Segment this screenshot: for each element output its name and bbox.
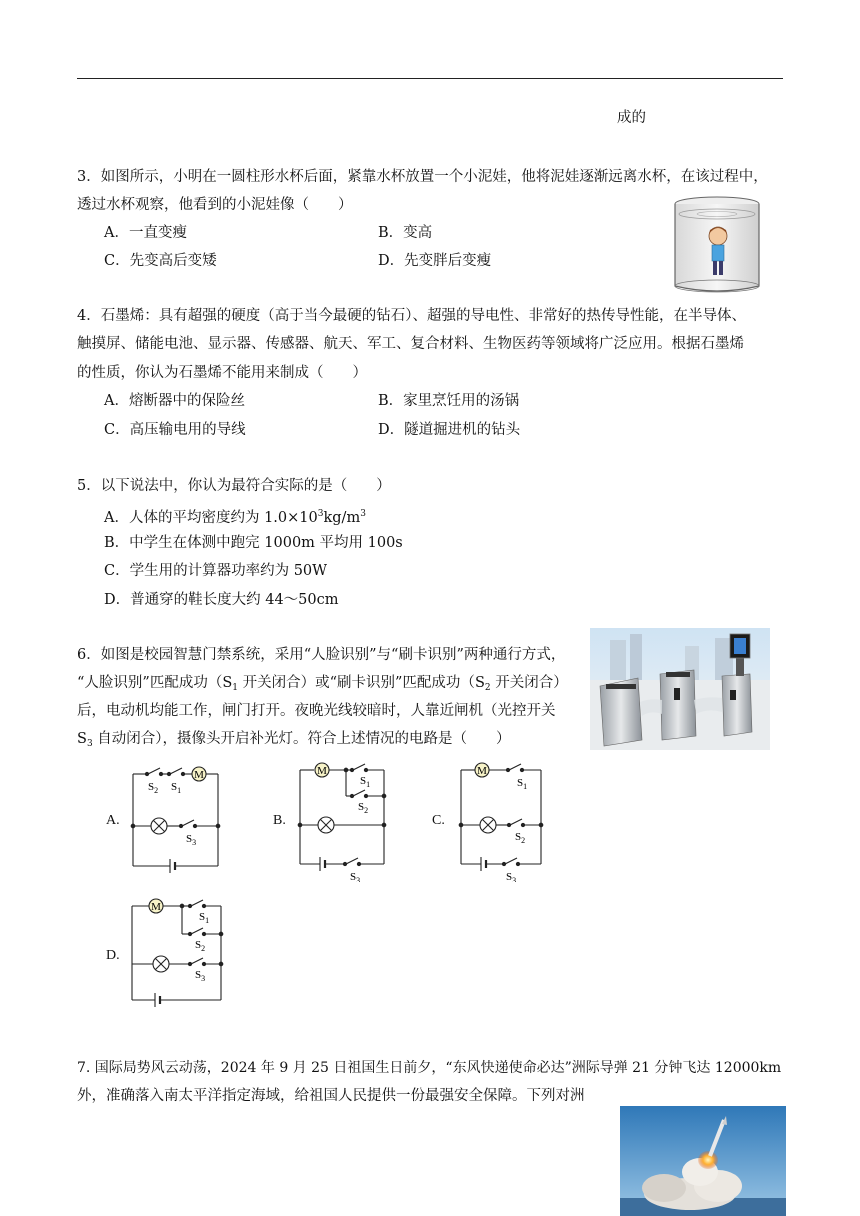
- q3-stem-line2: 透过水杯观察，他看到的小泥娃像（ ）: [77, 197, 353, 213]
- q3-option-d: D．先变胖后变瘦: [378, 253, 492, 269]
- circuit-b: [294, 758, 392, 882]
- q3-option-b: B．变高: [378, 225, 433, 241]
- svg-text:S3: $S_3$: [195, 969, 206, 983]
- q4-option-d: D．隧道掘进机的钻头: [378, 422, 521, 438]
- previous-question-fragment: 成的: [617, 110, 646, 126]
- svg-text:S3: $S_3$: [350, 871, 361, 882]
- q6-stem-line3: 后，电动机均能工作，闸门打开。夜晚光线较暗时，人靠近闸机（光控开关: [77, 703, 556, 719]
- svg-text:S2: $S_2$: [195, 939, 206, 953]
- q5-option-d: D．普通穿的鞋长度大约 44～50cm: [104, 592, 339, 608]
- q5-option-a: A．人体的平均密度约为 $1.0\times 10^3kg/m^3$: [104, 509, 366, 526]
- circuit-c-label: C.: [432, 813, 445, 828]
- q4-option-a: A．熔断器中的保险丝: [104, 393, 245, 409]
- circuit-c: [455, 758, 547, 882]
- svg-text:S3: $S_3$: [506, 871, 517, 882]
- svg-text:S3: $S_3$: [186, 833, 197, 847]
- missile-launch-photo: [620, 1106, 786, 1216]
- q6-stem-line2: “人脸识别”匹配成功（$S_1$ 开关闭合）或“刷卡识别”匹配成功（$S_2$ 开关闭合）: [77, 675, 568, 693]
- svg-text:S1: $S_1$: [360, 775, 371, 789]
- svg-text:M: M: [477, 765, 487, 777]
- water-cup-doll-figure: [665, 192, 775, 294]
- q4-option-b: B．家里烹饪用的汤锅: [378, 393, 520, 409]
- svg-text:M: M: [317, 765, 327, 777]
- svg-text:M: M: [194, 769, 204, 781]
- svg-text:S2: $S_2$: [515, 831, 526, 845]
- circuit-a: [128, 762, 224, 874]
- q3-stem-line1: 3．如图所示，小明在一圆柱形水杯后面，紧靠水杯放置一个小泥娃，他将泥娃逐渐远离水杯，在该过程中，: [77, 169, 768, 185]
- q4-stem-line1: 4．石墨烯：具有超强的硬度（高于当今最硬的钻石）、超强的导电性、非常好的热传导性能，在半导体、: [77, 308, 746, 324]
- circuit-b-label: B.: [273, 813, 286, 828]
- q6-stem-line1: 6．如图是校园智慧门禁系统，采用“人脸识别”与“刷卡识别”两种通行方式，: [77, 647, 566, 663]
- q5-stem: 5．以下说法中，你认为最符合实际的是（ ）: [77, 478, 391, 494]
- q5-option-b: B．中学生在体测中跑完 1000m 平均用 100s: [104, 535, 403, 551]
- svg-text:M: M: [151, 901, 161, 913]
- q7-stem-line1: 7. 国际局势风云动荡，2024 年 9 月 25 日祖国生日前夕，“东风快递使命必达”洲际导弹 21 分钟飞达 12000km: [77, 1060, 782, 1076]
- circuit-a-label: A.: [106, 813, 120, 828]
- q6-stem-line4: $S_3$ 自动闭合），摄像头开启补光灯。符合上述情况的电路是（ ）: [77, 731, 511, 749]
- circuit-d-label: D.: [106, 948, 120, 963]
- smart-gate-photo: [590, 628, 770, 750]
- q4-stem-line3: 的性质，你认为石墨烯不能用来制成（ ）: [77, 365, 367, 381]
- q3-option-a: A．一直变瘦: [104, 225, 187, 241]
- q3-option-c: C．先变高后变矮: [104, 253, 217, 269]
- svg-text:S1: $S_1$: [517, 777, 528, 791]
- q4-option-c: C．高压输电用的导线: [104, 422, 246, 438]
- header-rule: [77, 78, 783, 79]
- svg-text:S2: $S_2$: [358, 801, 369, 815]
- circuit-d: [127, 892, 227, 1016]
- svg-text:S1: $S_1$: [171, 781, 182, 795]
- q4-stem-line2: 触摸屏、储能电池、显示器、传感器、航天、军工、复合材料、生物医药等领域将广泛应用。根据石墨烯: [77, 336, 744, 352]
- svg-text:S2: $S_2$: [148, 781, 159, 795]
- q5-option-c: C．学生用的计算器功率约为 50W: [104, 563, 328, 579]
- q7-stem-line2: 外，准确落入南太平洋指定海域，给祖国人民提供一份最强安全保障。下列对洲: [77, 1088, 585, 1104]
- svg-text:S1: $S_1$: [199, 911, 210, 925]
